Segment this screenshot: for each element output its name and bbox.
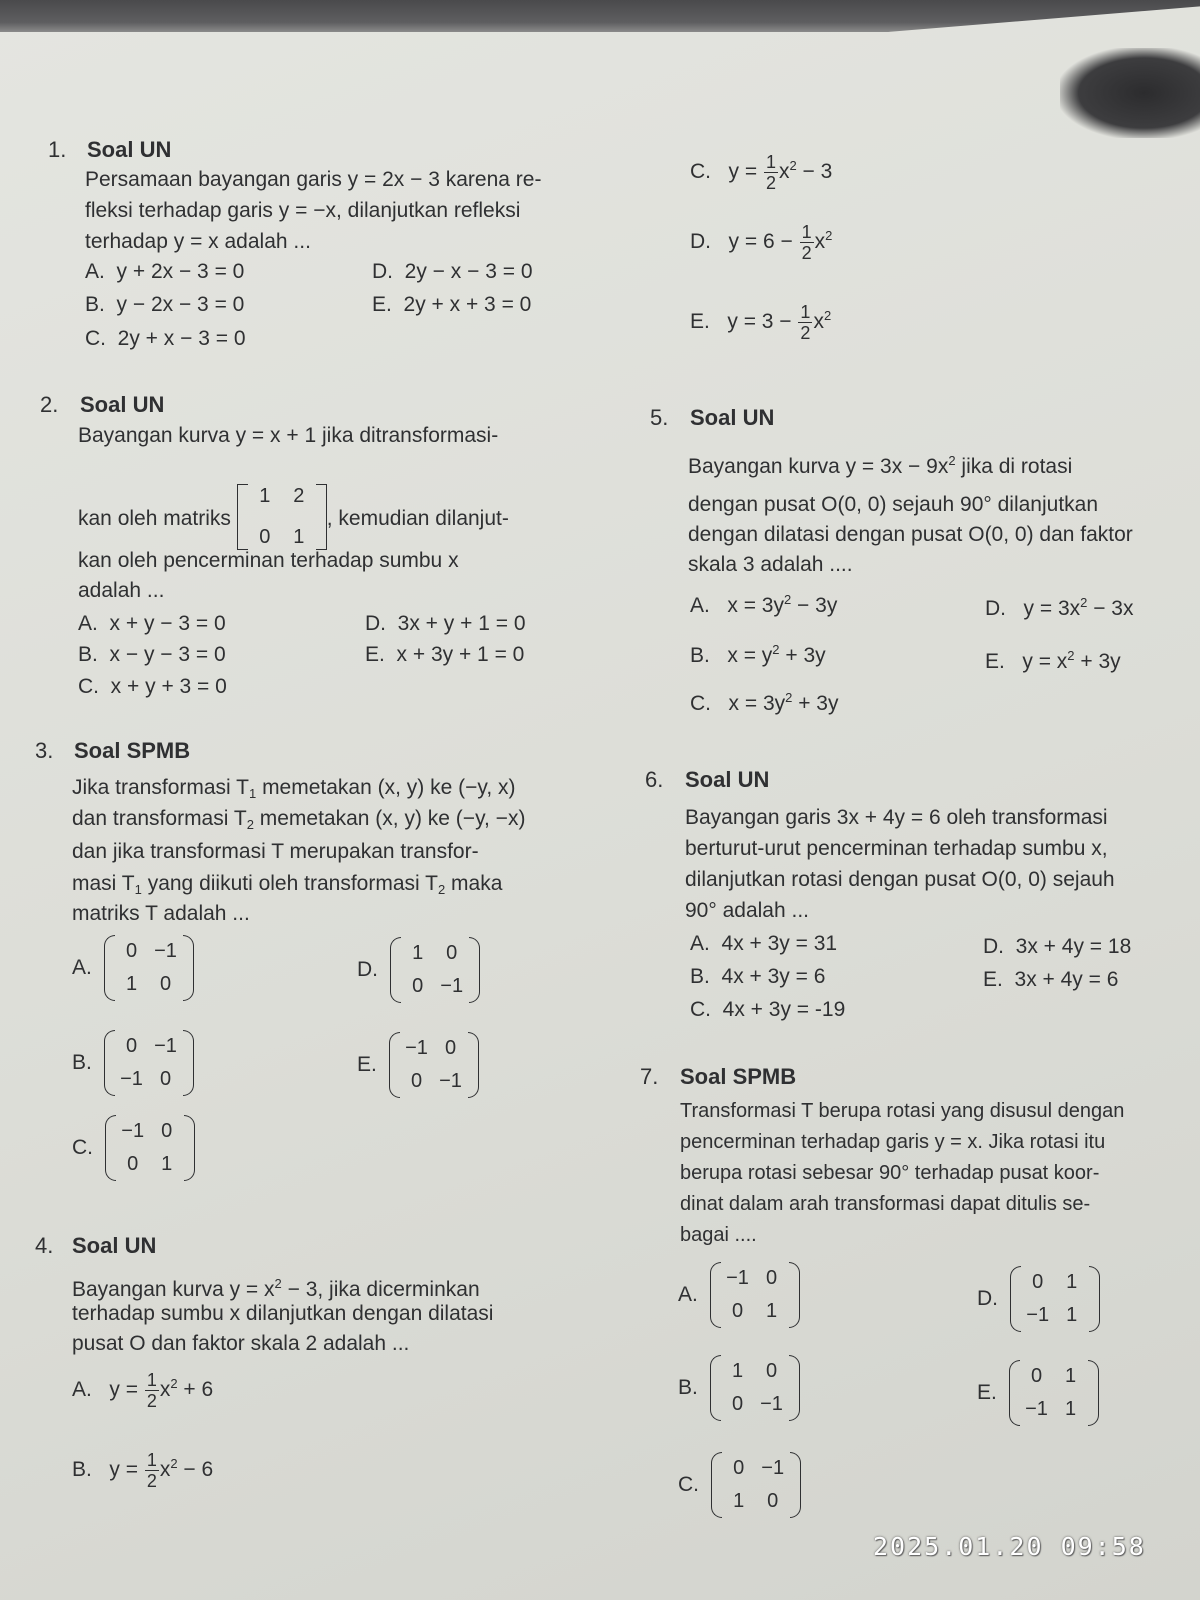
q4-option-d[interactable]: D. y = 6 − $\frac{1}{2}$ $x^2$ xyxy=(690,222,833,263)
q7-matrix-d: 0 1 −1 1 xyxy=(1010,1266,1100,1332)
q7-option-b[interactable]: B. 1 0 0 −1 xyxy=(678,1355,800,1421)
q3-matrix-d: 1 0 0 −1 xyxy=(390,937,480,1003)
q1-line: terhadap y = x adalah ... xyxy=(85,230,311,253)
q6-option-c[interactable]: C. 4x + 3y = -19 xyxy=(690,998,846,1021)
q1-option-c[interactable]: C. 2y + x − 3 = 0 xyxy=(85,327,246,350)
q7-matrix-e: 0 1 −1 1 xyxy=(1009,1360,1099,1426)
q4-line: Bayangan kurva $y = x^2 - 3$, jika dicerminkan xyxy=(72,1276,480,1301)
q2-line: kan oleh pencerminan terhadap sumbu x xyxy=(78,549,459,572)
q3-option-e[interactable]: E. −1 0 0 −1 xyxy=(357,1032,479,1098)
q5-option-a[interactable]: A. $x = 3y^2 - 3y$ xyxy=(690,592,838,617)
q1-option-b[interactable]: B. y − 2x − 3 = 0 xyxy=(85,293,245,316)
q3-matrix-a: 0 −1 1 0 xyxy=(104,935,194,1001)
q7-line: pencerminan terhadap garis y = x. Jika rotasi itu xyxy=(680,1131,1106,1153)
q5-option-e[interactable]: E. $y = x^2 + 3y$ xyxy=(985,648,1121,673)
q3-line: dan transformasi $T_2$ memetakan (x, y) ke (−y, −x) xyxy=(72,807,526,832)
q2-option-b[interactable]: B. x − y − 3 = 0 xyxy=(78,643,226,666)
q6-line: berturut-urut pencerminan terhadap sumbu x, xyxy=(685,837,1108,860)
q6-option-a[interactable]: A. 4x + 3y = 31 xyxy=(690,932,838,955)
q3-matrix-b: 0 −1 −1 0 xyxy=(104,1030,194,1096)
q7-line: dinat dalam arah transformasi dapat ditulis se- xyxy=(680,1193,1091,1215)
q7-option-a[interactable]: A. −1 0 0 1 xyxy=(678,1262,800,1328)
q3-option-b[interactable]: B. 0 −1 −1 0 xyxy=(72,1030,194,1096)
q3-number: 3. xyxy=(35,738,54,763)
q5-option-b[interactable]: B. $x = y^2 + 3y$ xyxy=(690,642,826,667)
q3-option-d[interactable]: D. 1 0 0 −1 xyxy=(357,937,480,1003)
q5-source: Soal UN xyxy=(690,405,775,430)
q6-option-b[interactable]: B. 4x + 3y = 6 xyxy=(690,965,826,988)
q7-matrix-b: 1 0 0 −1 xyxy=(710,1355,800,1421)
q7-matrix-c: 0 −1 1 0 xyxy=(711,1452,801,1518)
q3-line: dan jika transformasi T merupakan transfor- xyxy=(72,840,479,863)
q4-number: 4. xyxy=(35,1233,54,1258)
q6-stem xyxy=(685,802,1115,926)
q5-number: 5. xyxy=(650,405,669,430)
q2-line: Bayangan kurva y = x + 1 jika ditransformasi- xyxy=(78,424,499,447)
q2-matrix: 1 2 0 1 xyxy=(237,481,327,553)
q3-line: masi $T_1$ yang diikuti oleh transformasi $T_2$ maka xyxy=(72,872,503,897)
q1-option-d[interactable]: D. 2y − x − 3 = 0 xyxy=(372,260,533,283)
q6-option-d[interactable]: D. 3x + 4y = 18 xyxy=(983,935,1132,958)
q7-stem xyxy=(680,1096,1124,1251)
top-shadow xyxy=(0,0,1200,32)
q2-option-e[interactable]: E. x + 3y + 1 = 0 xyxy=(365,643,525,666)
q3-matrix-e: −1 0 0 −1 xyxy=(389,1032,479,1098)
q1-option-e[interactable]: E. 2y + x + 3 = 0 xyxy=(372,293,532,316)
q5-option-d[interactable]: D. $y = 3x^2 - 3x$ xyxy=(985,595,1134,620)
q4-option-c[interactable]: C. y = $\frac{1}{2}$ $x^2 - 3$ xyxy=(690,152,833,193)
q7-source: Soal SPMB xyxy=(680,1064,797,1089)
q5-line: dengan dilatasi dengan pusat O(0, 0) dan faktor xyxy=(688,523,1133,546)
q4-option-e[interactable]: E. y = 3 − $\frac{1}{2}$ $x^2$ xyxy=(690,302,832,343)
q6-line: Bayangan garis 3x + 4y = 6 oleh transformasi xyxy=(685,806,1108,829)
q7-line: berupa rotasi sebesar 90° terhadap pusat koor- xyxy=(680,1162,1100,1184)
q2-line: adalah ... xyxy=(78,579,165,602)
q1-option-a[interactable]: A. y + 2x − 3 = 0 xyxy=(85,260,245,283)
q1-stem xyxy=(85,164,541,257)
q4-option-b[interactable]: B. y = $\frac{1}{2}$ $x^2 - 6$ xyxy=(72,1450,214,1491)
q7-line: bagai .... xyxy=(680,1224,757,1246)
q2-number: 2. xyxy=(40,392,59,417)
q2-option-c[interactable]: C. x + y + 3 = 0 xyxy=(78,675,227,698)
q5-line: dengan pusat O(0, 0) sejauh 90° dilanjutkan xyxy=(688,493,1099,516)
q4-source: Soal UN xyxy=(72,1233,157,1258)
q3-source: Soal SPMB xyxy=(74,738,191,763)
q4-line: pusat O dan faktor skala 2 adalah ... xyxy=(72,1332,410,1355)
q7-option-c[interactable]: C. 0 −1 1 0 xyxy=(678,1452,801,1518)
q5-option-c[interactable]: C. $x = 3y^2 + 3y$ xyxy=(690,690,839,715)
q7-line: Transformasi T berupa rotasi yang disusul dengan xyxy=(680,1100,1125,1122)
q5-line: Bayangan kurva $y = 3x - 9x^2$ jika di rotasi xyxy=(688,453,1073,478)
q6-line: 90° adalah ... xyxy=(685,899,809,922)
q2-source: Soal UN xyxy=(80,392,165,417)
q1-number: 1. xyxy=(48,137,67,162)
q3-line: Jika transformasi $T_1$ memetakan (x, y) ke (−y, x) xyxy=(72,776,516,801)
q1-line: fleksi terhadap garis y = −x, dilanjutkan refleksi xyxy=(85,199,521,222)
q2-option-a[interactable]: A. x + y − 3 = 0 xyxy=(78,612,226,635)
q6-option-e[interactable]: E. 3x + 4y = 6 xyxy=(983,968,1119,991)
q4-option-a[interactable]: A. y = $\frac{1}{2}$ $x^2 + 6$ xyxy=(72,1370,214,1411)
q2-matrix-line: kan oleh matriks 1 2 0 1 , kemudian dilanjut- xyxy=(78,483,509,553)
q7-option-d[interactable]: D. 0 1 −1 1 xyxy=(977,1266,1100,1332)
q7-option-e[interactable]: E. 0 1 −1 1 xyxy=(977,1360,1099,1426)
q3-line: matriks T adalah ... xyxy=(72,902,250,925)
q6-source: Soal UN xyxy=(685,767,770,792)
q3-option-c[interactable]: C. −1 0 0 1 xyxy=(72,1115,195,1181)
q3-option-a[interactable]: A. 0 −1 1 0 xyxy=(72,935,194,1001)
q1-line: Persamaan bayangan garis y = 2x − 3 karena re- xyxy=(85,168,542,191)
q6-number: 6. xyxy=(645,767,664,792)
corner-shadow xyxy=(1060,48,1200,138)
q1-source: Soal UN xyxy=(87,137,172,162)
q7-matrix-a: −1 0 0 1 xyxy=(710,1262,800,1328)
q2-option-d[interactable]: D. 3x + y + 1 = 0 xyxy=(365,612,526,635)
photo-timestamp: 2025.01.20 09:58 xyxy=(873,1532,1146,1561)
q4-line: terhadap sumbu x dilanjutkan dengan dilatasi xyxy=(72,1302,494,1325)
q5-line: skala 3 adalah .... xyxy=(688,553,853,576)
q7-number: 7. xyxy=(640,1064,659,1089)
q3-matrix-c: −1 0 0 1 xyxy=(105,1115,195,1181)
q6-line: dilanjutkan rotasi dengan pusat O(0, 0) sejauh xyxy=(685,868,1115,891)
